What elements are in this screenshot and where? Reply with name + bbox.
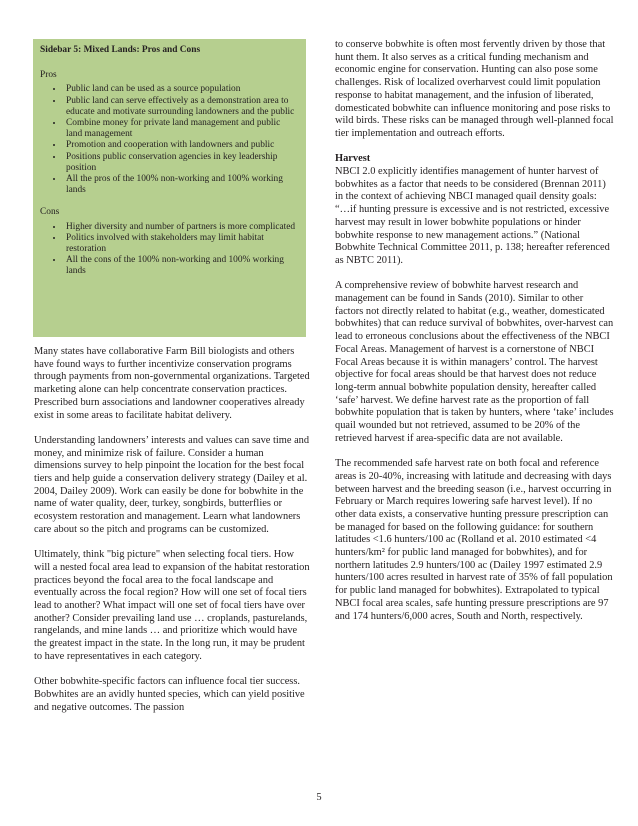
paragraph: to conserve bobwhite is often most fervently driven by those that hunt them. It also serves as a critical funding mechanism and economic engine for conservation. Hunting can also pose some challenges. Risk of localized overharvest could limit population response to habitat management, and the infusion of liberated, domesticated bobwhite can influence monitoring and pose risks to wild birds. These risks can be managed through well-planned focal tier implementation and outreach efforts. [335,39,614,139]
sidebar-box [33,39,306,337]
list-item: • All the cons of the 100% non-working and 100% working lands [64,255,298,277]
paragraph: NBCI 2.0 explicitly identifies management of hunter harvest of bobwhites as a factor that needs to be considered (Brennan 2011) in the context of achieving NBCI managed quail density goals: “…if hunting pressure is excessive and is not restricted, excessive harvest may result in lower bobwhite populations or hinder bobwhite response to new management actions.” (National Bobwhite Technical Committee 2011, p. 138; hereafter referenced as NBTC 2011). [335,166,610,266]
list-item: • Promotion and cooperation with landowners and public [64,140,298,151]
list-item: • All the pros of the 100% non-working and 100% working lands [64,174,298,196]
paragraph: Ultimately, think "big picture" when selecting focal tiers. How will a nested focal area lead to expansion of the habitat restoration practices beyond the focal area to the focal landscape and eventually across the focal region? How will one set of focal tiers lead to another? What impact will one set of focal tiers have over another? Consider prevailing land use … croplands, pasturelands, rangelands, and mine lands … and prioritize which would have the greatest impact in the state. In the long run, it may be prudent to have representatives in each category. [34,549,310,662]
list-item: • Public land can be used as a source population [64,84,298,95]
paragraph: Other bobwhite-specific factors can influence focal tier success. Bobwhites are an avidly hunted species, which can yield positive and negative outcomes. The passion [34,676,305,713]
cons-label: Cons [40,207,60,218]
pros-label: Pros [40,70,57,81]
list-item: • Higher diversity and number of partners is more complicated [64,222,298,233]
section-heading: Harvest [335,153,371,165]
list-item: • Combine money for private land management and public land management [64,118,298,140]
list-item: • Politics involved with stakeholders may limit habitat restoration [64,233,298,255]
cons-list [40,222,298,278]
page-number: 5 [316,792,322,803]
paragraph: Understanding landowners’ interests and values can save time and money, and minimize risk of failure. Consider a human dimensions survey to help pinpoint the location for the best focal tiers and help guide a conservation delivery strategy (Dailey et al. 2004, Dailey 2009). Work can easily be done for bobwhite in the name of water quality, deer, turkey, songbirds, butterflies or ecosystem restoration and management. Learn what landowners care about so the pitch and programs can be customized. [34,434,310,535]
paragraph: The recommended safe harvest rate on both focal and reference areas is 20-40%, increasing with latitude and decreasing with days between harvest and the breeding season (i.e., harvest occurring in February or March requires lowering safe harvest level). If no other data exists, a conservative hunting pressure prescription can be managed for based on the following guidance: for southern latitudes <1.6 hunters/100 ac (Rolland et al. 2010 estimated <4 hunters/km² for public land managed for bobwhites), and for northern latitudes 2.9 hunters/100 ac (Dailey 1997 estimated 2.9 hunters/100 acres resulted in harvest rate of 35% of fall population for public land managed for bobwhites). Extrapolated to typical NBCI focal area scales, safe hunting pressure prescriptions are 97 and 174 hunters/6,000 acres, South and North, respectively. [335,458,613,622]
right-column [335,39,614,623]
paragraph: A comprehensive review of bobwhite harvest research and management can be found in Sands (2010). Similar to other factors not directly related to habitat (e.g., weather, domesticated bobwhites) that can reduce survival of bobwhites, over-harvest can lead to erroneous conclusions about the effectiveness of the NBCI Focal Areas. Management of harvest is a cornerstone of NBCI Focal Areas because it is within managers’ control. The harvest objective for focal areas should be that harvest does not reduce long-term annual bobwhite population density, hereafter called ‘safe’ harvest. We define harvest rate as the proportion of fall bobwhite population that is taken by hunters, where ‘take’ includes quail wounded but not retrieved, assumed to be 20% of the retrieved harvest if area-specific data are not available. [335,280,614,444]
list-item: • Positions public conservation agencies in key leadership position [64,152,298,174]
left-column [34,346,310,714]
pros-list [40,84,298,196]
sidebar-title: Sidebar 5: Mixed Lands: Pros and Cons [40,45,201,55]
paragraph: Many states have collaborative Farm Bill biologists and others have found ways to further incentivize conservation programs through payments from non-governmental organizations. Targeted marketing alone can help concentrate conservation practices. Prescribed burn associations and landowner cooperatives already exist in some areas to facilitate habitat delivery. [34,346,310,421]
list-item: • Public land can serve effectively as a demonstration area to educate and motivate surrounding landowners and the public [64,96,298,118]
